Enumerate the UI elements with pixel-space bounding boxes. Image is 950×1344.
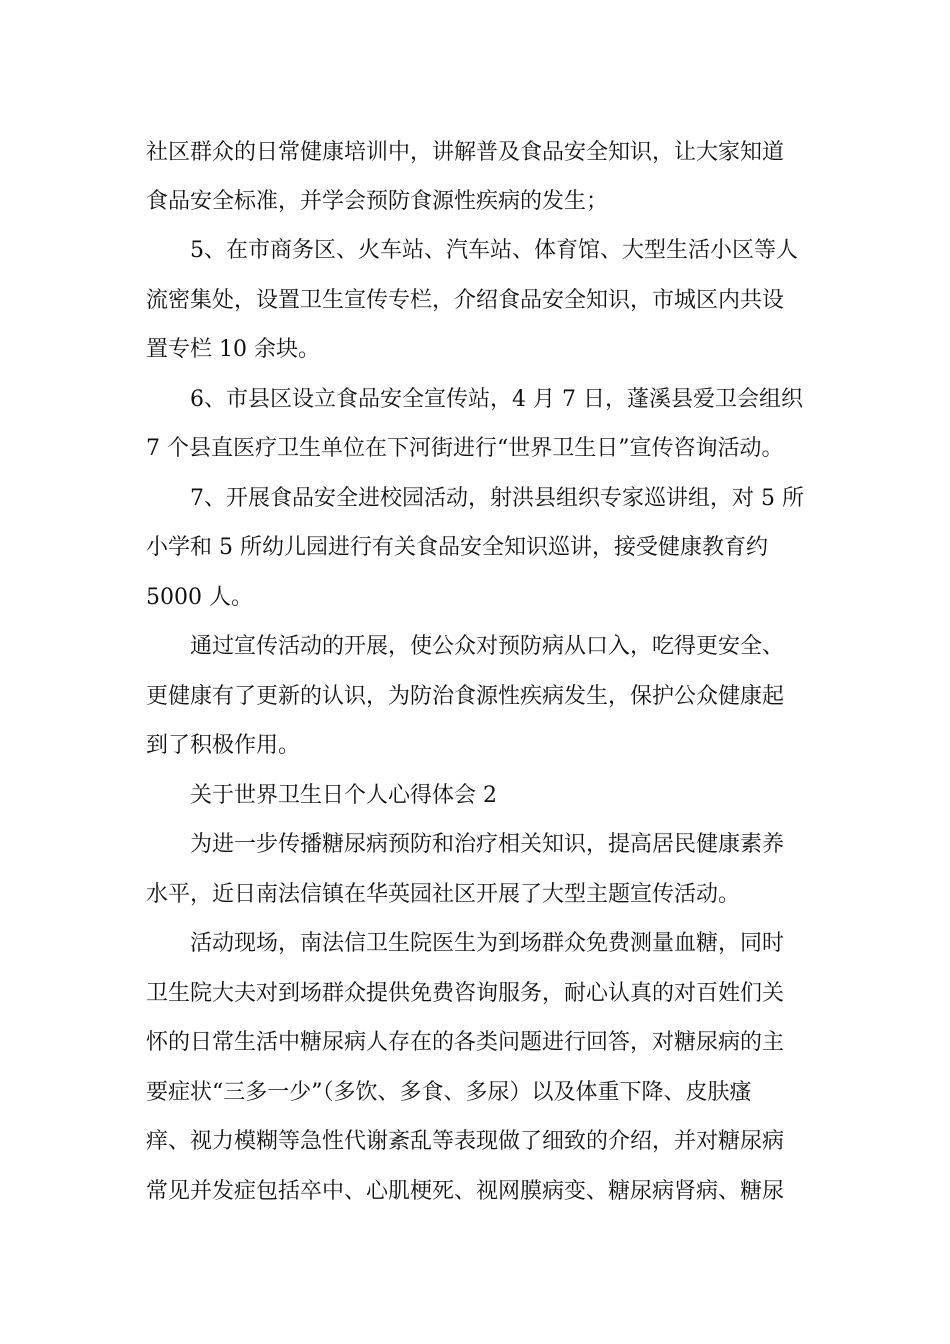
text-line: 怀的日常生活中糖尿病人存在的各类问题进行回答，对糖尿病的主 xyxy=(146,1030,785,1055)
text-line: 7 个县直医疗卫生单位在下河街进行“世界卫生日”宣传咨询活动。 xyxy=(146,436,784,461)
text-line: 5000 人。 xyxy=(146,585,253,610)
text-line: 为进一步传播糖尿病预防和治疗相关知识，提高居民健康素养 xyxy=(190,832,785,857)
text-line: 水平，近日南法信镇在华英园社区开展了大型主题宣传活动。 xyxy=(146,882,741,907)
text-line: 食品安全标准，并学会预防食源性疾病的发生； xyxy=(146,189,609,214)
text-line: 流密集处，设置卫生宣传专栏，介绍食品安全知识，市城区内共设 xyxy=(146,288,785,313)
text-line: 到了积极作用。 xyxy=(146,733,301,758)
text-line: 要症状“三多一少”（多饮、多食、多尿）以及体重下降、皮肤瘙 xyxy=(146,1080,752,1105)
text-line: 活动现场，南法信卫生院医生为到场群众免费测量血糖，同时 xyxy=(190,931,785,956)
text-line: 5、在市商务区、火车站、汽车站、体育馆、大型生活小区等人 xyxy=(190,238,798,263)
text-line: 置专栏 10 余块。 xyxy=(146,337,320,362)
text-line: 小学和 5 所幼儿园进行有关食品安全知识巡讲，接受健康教育约 xyxy=(146,535,768,560)
text-line: 卫生院大夫对到场群众提供免费咨询服务，耐心认真的对百姓们关 xyxy=(146,981,785,1006)
text-line: 痒、视力模糊等急性代谢紊乱等表现做了细致的介绍，并对糖尿病 xyxy=(146,1129,785,1154)
text-line: 6、市县区设立食品安全宣传站，4 月 7 日，蓬溪县爱卫会组织 xyxy=(190,387,803,412)
text-line: 更健康有了更新的认识，为防治食源性疾病发生，保护公众健康起 xyxy=(146,684,785,709)
text-line: 7、开展食品安全进校园活动，射洪县组织专家巡讲组，对 5 所 xyxy=(190,486,804,511)
text-line: 常见并发症包括卒中、心肌梗死、视网膜病变、糖尿病肾病、糖尿 xyxy=(146,1179,785,1204)
section-heading: 关于世界卫生日个人心得体会 2 xyxy=(190,783,497,808)
text-line: 社区群众的日常健康培训中，讲解普及食品安全知识，让大家知道 xyxy=(146,140,785,165)
text-line: 通过宣传活动的开展，使公众对预防病从口入，吃得更安全、 xyxy=(190,634,785,659)
